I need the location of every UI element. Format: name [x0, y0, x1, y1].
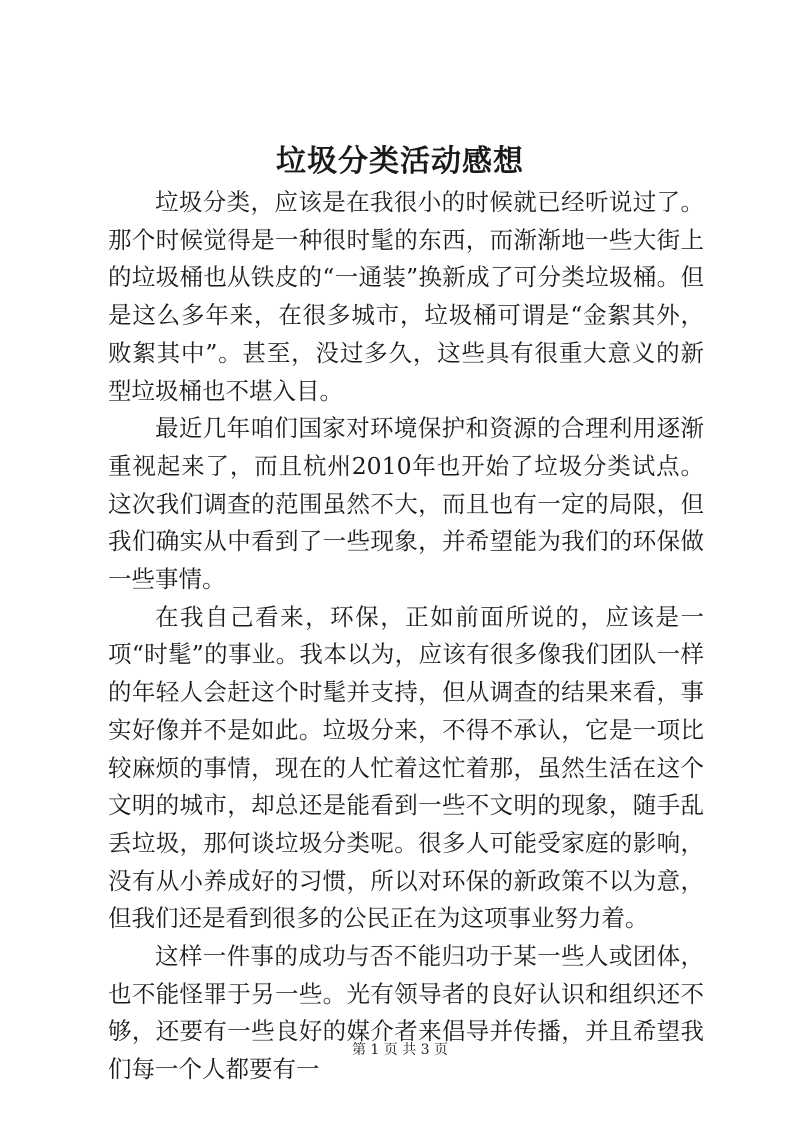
- page-footer: 第 1 页 共 3 页: [351, 1042, 449, 1058]
- paragraph-1: 垃圾分类，应该是在我很小的时候就已经听说过了。那个时候觉得是一种很时髦的东西，而渐渐地一些大街上的垃圾桶也从铁皮的“一通装”换新成了可分类垃圾桶。但是这么多年来，在很多城市，垃圾桶可谓是“金絮其外，败絮其中”。甚至，没过多久，这些具有很重大意义的新型垃圾桶也不堪入目。: [108, 188, 704, 405]
- paragraph-3: 在我自己看来，环保，正如前面所说的，应该是一项“时髦”的事业。我本以为，应该有很多像我们团队一样的年轻人会赶这个时髦并支持，但从调查的结果来看，事实好像并不是如此。垃圾分来，不得不承认，它是一项比较麻烦的事情，现在的人忙着这忙着那，虽然生活在这个文明的城市，却总还是能看到一些不文明的现象，随手乱丢垃圾，那何谈垃圾分类呢。很多人可能受家庭的影响，没有从小养成好的习惯，所以对环保的新政策不以为意，但我们还是看到很多的公民正在为这项事业努力着。: [108, 602, 704, 933]
- paragraph-4: 这样一件事的成功与否不能归功于某一些人或团体，也不能怪罪于另一些。光有领导者的良好认识和组织还不够，还要有一些良好的媒介者来倡导并传播，并且希望我们每一个人都要有一: [108, 942, 704, 1084]
- document-title: 垃圾分类活动感想: [276, 144, 524, 179]
- paragraph-2: 最近几年咱们国家对环境保护和资源的合理利用逐渐重视起来了，而且杭州2010年也开始了垃圾分类试点。这次我们调查的范围虽然不大，而且也有一定的局限，但我们确实从中看到了一些现象，并希望能为我们的环保做一些事情。: [108, 414, 704, 594]
- document-body: [108, 184, 704, 1089]
